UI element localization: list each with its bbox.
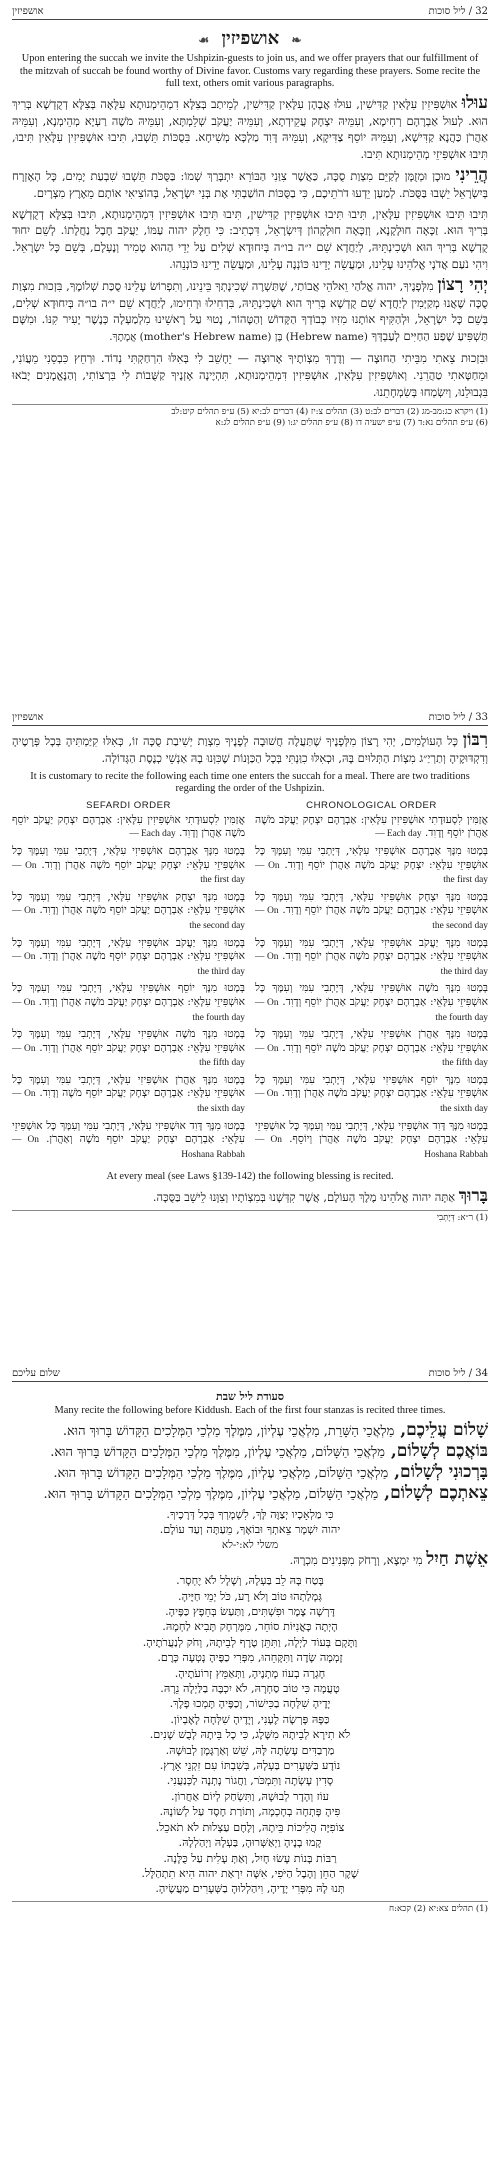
- day-text: אֲזַמִּין לִסְעוּדָתִי אוּשְׁפִּיזִין עִלָּאִין: אַבְרָהָם יִצְחָק יַעֲקֹב יוֹסֵף מֹשֶׁה אַהֲרֹן וְדָוִד.: [12, 813, 245, 840]
- instruction-text: Upon entering the succah we invite the Ushpizin-guests to join us, and we offer prayers that our fulfillment of the mitzvah of succah be found worthy of Divine favor. Customs vary regarding these prayers. Some recite the full text, others omit various paragraphs.: [19, 53, 481, 90]
- verse: כִּי מַלְאָכָיו יְצַוֶּה לָּךְ, לִשְׁמָרְךָ בְּכָל דְּרָכֶיךָ.: [166, 1507, 334, 1521]
- footnotes: (1) תהלים צא:יא (2) קכא:ח: [12, 1901, 488, 1915]
- paragraph-tivu: תִּיבוּ תִּיבוּ אוּשְׁפִּיזִין עִלָּאִין, תִּיבוּ תִּיבוּ אוּשְׁפִּיזִין קַדִּישִׁין, תִּיבוּ תִּיבוּ אוּשְׁפִּיזִין דִּמְהֵימְנוּתָא, תִּיבוּ בְּצִלָּא דְקֻדְשָׁא בְּרִיךְ הוּא. זַכָּאָה חוּלָקָנָא, וְזַכָּאָה חוּלָקְהוֹן דְּיִשְׂרָאֵל, דִּכְתִיב: כִּי חֵלֶק יהוה עַמּוֹ, יַעֲקֹב חֶבֶל נַחֲלָתוֹ. לְשֵׁם יִחוּד קֻדְשָׁא בְּרִיךְ הוּא וּשְׁכִינְתֵּיהּ, לְיַחֲדָא שֵׁם י״ה בו״ה בְּיִחוּדָא שְׁלִים עַל יְדֵי הַהוּא טָמִיר וְנֶעְלָם, בְּשֵׁם כָּל יִשְׂרָאֵל. וִיהִי נֹעַם אֲדֹנָי אֱלֹהֵינוּ עָלֵינוּ, וּמַעֲשֵׂה יָדֵינוּ כּוֹנְנָה עָלֵינוּ, וּמַעֲשֵׂה יָדֵינוּ כּוֹנְנֵהוּ.: [12, 206, 488, 271]
- poem-line: כַּפָּהּ פָּרְשָׂה לֶעָנִי, וְיָדֶיהָ שִׁלְּחָה לָאֶבְיוֹן.: [170, 1712, 330, 1726]
- paragraph-olu: [12, 92, 488, 163]
- ushpizin-day: [255, 1074, 488, 1117]
- instruction-text: It is customary to recite the following each time one enters the succah for a meal. There are two traditions regarding the order of the Ushpizin.: [30, 770, 470, 795]
- stanza: [12, 1461, 488, 1482]
- footnote-line: (1) ויקרא כג:מב-מג (2) דברים לב:ט (3) תהלים צ:יז (4) דברים לב:יא (5) ע״פ תהלים קיט:לב: [171, 407, 488, 418]
- ushpizin-columns: [12, 800, 488, 1166]
- sefardi-list: [12, 814, 245, 1163]
- day-text: בְּמָטוּ מִנָּךְ דָּוִד אוּשְׁפִּיזִי עִלָּאִי, דְּיָתְבִי עִמִּי וְעִמָּךְ כָּל אוּשְׁפִּיזֵי עִלָּאֵי: אַבְרָהָם יִצְחָק יַעֲקֹב יוֹסֵף מֹשֶׁה וְאַהֲרֹן.: [12, 1119, 245, 1146]
- ushpizin-day: [255, 937, 488, 980]
- paragraph-ribon: [12, 732, 488, 767]
- page-header: [12, 6, 488, 20]
- day-text: בְּמָטוּ מִנָּךְ יַעֲקֹב אוּשְׁפִּיזִי עִלָּאִי, דְּיָתְבִי עִמִּי וְעִמָּךְ כָּל אוּשְׁפִּיזֵי עִלָּאֵי: אַבְרָהָם יִצְחָק מֹשֶׁה אַהֲרֹן יוֹסֵף וְדָוִד.: [255, 936, 488, 963]
- poem-line: מַרְבַדִּים עָשְׂתָה לָּהּ, שֵׁשׁ וְאַרְגָּמָן לְבוּשָׁהּ.: [165, 1743, 335, 1757]
- day-label: — On the second day: [12, 906, 245, 931]
- section-title-text: אושפיזין: [221, 28, 280, 49]
- verse: יהוה יִשְׁמָר צֵאתְךָ וּבוֹאֶךָ, מֵעַתָּה וְעַד עוֹלָם.: [159, 1523, 341, 1536]
- name-placeholder: (Hebrew name) בֶּן (mother's Hebrew name) אֲמָתֶךָ.: [109, 331, 368, 344]
- poem-line: קָמוּ בָנֶיהָ וַיְאַשְּׁרוּהָ, בַּעְלָהּ וַיְהַלְלָהּ.: [178, 1836, 322, 1850]
- day-text: בְּמָטוּ מִנָּךְ מֹשֶׁה אוּשְׁפִּיזִי עִלָּאִי, דְּיָתְבִי עִמִּי וְעִמָּךְ כָּל אוּשְׁפִּיזֵי עִלָּאֵי: אַבְרָהָם יִצְחָק יַעֲקֹב יוֹסֵף אַהֲרֹן וְדָוִד.: [12, 1028, 245, 1054]
- day-text: בְּמָטוּ מִנָּךְ יוֹסֵף אוּשְׁפִּיזִי עִלָּאִי, דְּיָתְבִי עִמִּי וְעִמָּךְ כָּל אוּשְׁפִּיזֵי עִלָּאֵי: אַבְרָהָם יִצְחָק יַעֲקֹב מֹשֶׁה אַהֲרֹן וְדָוִד.: [12, 982, 245, 1008]
- day-text: בְּמָטוּ מִנָּךְ יִצְחָק אוּשְׁפִּיזִי עִלָּאִי, דְּיָתְבִי עִמִּי וְעִמָּךְ כָּל אוּשְׁפִּיזֵי עִלָּאֵי: אַבְרָהָם יַעֲקֹב יוֹסֵף מֹשֶׁה אַהֲרֹן וְדָוִד.: [12, 890, 245, 917]
- ushpizin-day: [12, 814, 245, 842]
- running-head: אושפיזין: [12, 712, 44, 723]
- day-label: — On the fifth day: [255, 1043, 488, 1069]
- poem-line: צוֹפִיָּה הֲלִיכוֹת בֵּיתָהּ, וְלֶחֶם עַצְלוּת לֹא תֹאכֵל.: [155, 1820, 345, 1834]
- ornament-icon: ❧: [291, 33, 302, 47]
- ushpizin-day: [12, 937, 245, 980]
- footnotes: [12, 404, 488, 429]
- poem-line: סָדִין עָשְׂתָה וַתִּמְכֹּר, וַחֲגוֹר נָתְנָה לַכְּנַעֲנִי.: [166, 1774, 334, 1788]
- day-label: — On the third day: [255, 952, 488, 977]
- poem-line: הָיְתָה כָּאֳנִיּוֹת סוֹחֵר, מִמֶּרְחָק תָּבִיא לַחְמָהּ.: [162, 1620, 338, 1634]
- day-text: אֲזַמִּין לִסְעוּדָתִי אוּשְׁפִּיזִין עִלָּאִין: אַבְרָהָם יִצְחָק יַעֲקֹב מֹשֶׁה אַהֲרֹן יוֹסֵף וְדָוִד.: [255, 813, 488, 840]
- paragraph-body: מִלְּפָנֶיךָ, יהוה אֱלֹהַי וֵאלֹהֵי אֲבוֹתַי, שֶׁתַּשְׁרֶה שְׁכִינָתְךָ בֵּינֵינוּ, וְתִפְרוֹשׂ עָלֵינוּ סֻכַּת שְׁלוֹמֶךָ, בִּזְכוּת מִצְוַת סֻכָּה שֶׁאֲנוּ מְקַיְּמִין לְיַחֲדָא שֵׁם קֻדְשָׁא בְּרִיךְ הוּא וּשְׁכִינְתֵּיהּ, בִּדְחִילוּ וּרְחִימוּ, לְיַחֲדָא שֵׁם י״ה בו״ה בְּיִחוּדָא שְׁלִים, בְּשֵׁם כָּל יִשְׂרָאֵל, וּלְהַקִּיף אוֹתָנוּ מִזִּיו כְּבוֹדְךָ הַקָּדוֹשׁ וְהַטָּהוֹר, נָטוּי עַל רָאשֵׁינוּ מִלְמַעְלָה כְּנֶשֶׁר יָעִיר קִנּוֹ. וּמִשָּׁם תַּשְׁפִּיעַ שֶׁפַע הַחַיִּים לְעַבְדְּךָ: [12, 278, 488, 344]
- poem-line: דָּרְשָׁה צֶמֶר וּפִשְׁתִּים, וַתַּעַשׂ בְּחֵפֶץ כַּפֶּיהָ.: [165, 1605, 335, 1619]
- page-label: 32 / ליל סוכות: [428, 6, 488, 17]
- stanza-text: מַלְאֲכֵי הַשָּׁלוֹם, מַלְאֲכֵי עֶלְיוֹן, מִמֶּלֶךְ מַלְכֵי הַמְּלָכִים הַקָּדוֹשׁ בָּרוּךְ הוּא.: [43, 1486, 379, 1502]
- paragraph-lead-word: בָּרוּךְ: [458, 1186, 488, 1207]
- day-text: בְּמָטוּ מִנָּךְ יוֹסֵף אוּשְׁפִּיזִי עִלָּאִי, דְּיָתְבִי עִמִּי וְעִמָּךְ כָּל אוּשְׁפִּיזֵי עִלָּאֵי: אַבְרָהָם יִצְחָק יַעֲקֹב מֹשֶׁה אַהֲרֹן וְדָוִד.: [255, 1073, 488, 1100]
- day-label: — On the second day: [255, 906, 488, 931]
- column-header: CHRONOLOGICAL ORDER: [306, 799, 437, 811]
- page-32: [0, 6, 500, 696]
- stanza: [12, 1482, 488, 1503]
- chrono-list: [255, 814, 488, 1163]
- day-label: — On the first day: [255, 860, 488, 886]
- running-head: אושפיזין: [12, 6, 44, 17]
- page-header: [12, 712, 488, 726]
- paragraph-continuation: וּבִזְכוּת צֵאתִי מִבֵּיתִי הַחוּצָה — וְדֶרֶךְ מִצְוֹתֶיךָ אָרוּצָה — יֵחָשֵׁב לִי בְּאִלּוּ הִרְחַקְתִּי נְדוֹד. וּרְחֵץ כִּבְסֵנִי מֵעֲוֹנִי, וּמֵחַטָּאתִי טַהֲרֵנִי. וְאוּשְׁפִּיזִין עִלָּאִין, אוּשְׁפִּיזִין דִּמְהֵימְנוּתָא, תִּהְיֶינָה אָזְנֶיךָ קַשֻּׁבוֹת לִי בִּרְצוֹתִי, וְהַנֶּאֱמָנִים יָבֹאוּ בִּגְבוּלֵנוּ, וְיִשְׂמְחוּ בְּשִׂמְחָתֵנוּ.: [12, 350, 488, 399]
- day-label: — Each day: [129, 829, 176, 840]
- poem-line: שֶׁקֶר הַחֵן וְהֶבֶל הַיֹּפִי, אִשָּׁה יִרְאַת יהוה הִיא תִתְהַלָּל.: [141, 1866, 359, 1880]
- day-label: — On the sixth day: [12, 1089, 245, 1115]
- stanza-lead: בּוֹאֲכֶם לְשָׁלוֹם,: [384, 1440, 488, 1461]
- page-34: [0, 1368, 500, 2154]
- ushpizin-day: [12, 1120, 245, 1163]
- paragraph-lead-word: עוּלוּ: [461, 92, 488, 113]
- paragraph-body: כָּל הָעוֹלָמִים, יְהִי רָצוֹן מִלְּפָנֶיךָ שֶׁתַּעֲלֶה חֲשׁוּבָה לְפָנֶיךָ מִצְוַת יְשִׁיבַת סֻכָּה זוֹ, כְּאִלּוּ קִיַּמְתִּיהָ בְּכָל פְּרָטֶיהָ וְדִקְדּוּקֶיהָ וְתַרְיַ״ג מִצְוֹת הַתְּלוּיִם בָּהּ, וּכְאִלּוּ כִוַּנְתִּי בְּכָל הַכַּוָּנוֹת שֶׁכִּוְּנוּ בָהּ אַנְשֵׁי כְנֶסֶת הַגְּדוֹלָה.: [12, 734, 488, 765]
- stanza: [12, 1419, 488, 1440]
- poem-line: זָמְמָה שָׂדֶה וַתִּקָּחֵהוּ, מִפְּרִי כַפֶּיהָ נָטְעָה כָּרֶם.: [157, 1651, 343, 1665]
- day-label: — On the sixth day: [255, 1089, 488, 1115]
- day-label: — On the fourth day: [12, 997, 245, 1023]
- ushpizin-day: [12, 1074, 245, 1117]
- paragraph-yehi-ratzon: [12, 274, 488, 346]
- ushpizin-day: [12, 982, 245, 1025]
- day-text: בְּמָטוּ מִנָּךְ אַהֲרֹן אוּשְׁפִּיזִי עִלָּאִי, דְּיָתְבִי עִמִּי וְעִמָּךְ כָּל אוּשְׁפִּיזֵי עִלָּאֵי: אַבְרָהָם יִצְחָק יַעֲקֹב יוֹסֵף מֹשֶׁה וְדָוִד.: [12, 1073, 245, 1100]
- poem-line: תְּנוּ לָהּ מִפְּרִי יָדֶיהָ, וִיהַלְלוּהָ בַשְּׁעָרִים מַעֲשֶׂיהָ.: [155, 1882, 345, 1896]
- stanza: [12, 1440, 488, 1461]
- chrono-column: [255, 800, 488, 1166]
- day-label: — On Hoshana Rabbah: [255, 1135, 488, 1160]
- day-text: בְּמָטוּ מִנָּךְ דָּוִד אוּשְׁפִּיזִי עִלָּאִי, דְּיָתְבִי עִמִּי וְעִמָּךְ כָּל אוּשְׁפִּיזֵי עִלָּאֵי: אַבְרָהָם יִצְחָק יַעֲקֹב מֹשֶׁה אַהֲרֹן וְיוֹסֵף.: [255, 1119, 488, 1146]
- paragraph-lead-word: רִבּוֹן: [462, 730, 488, 750]
- page-label: 33 / ליל סוכות: [428, 712, 488, 723]
- day-label: — Each day: [375, 829, 422, 840]
- day-text: בְּמָטוּ מִנָּךְ יַעֲקֹב אוּשְׁפִּיזִי עִלָּאִי, דְּיָתְבִי עִמִּי וְעִמָּךְ כָּל אוּשְׁפִּיזֵי עִלָּאֵי: אַבְרָהָם יִצְחָק יוֹסֵף מֹשֶׁה אַהֲרֹן וְדָוִד.: [12, 936, 245, 963]
- page-header: [12, 1368, 488, 1382]
- instruction-text: Many recite the following before Kiddush. Each of the first four stanzas is recited three times.: [54, 1405, 446, 1416]
- day-text: בְּמָטוּ מִנָּךְ אַבְרָהָם אוּשְׁפִּיזִי עִלָּאִי, דְּיָתְבִי עִמִּי וְעִמָּךְ כָּל אוּשְׁפִּיזֵי עִלָּאֵי: יִצְחָק יַעֲקֹב יוֹסֵף מֹשֶׁה אַהֲרֹן וְדָוִד.: [12, 844, 245, 871]
- day-text: בְּמָטוּ מִנָּךְ מֹשֶׁה אוּשְׁפִּיזִי עִלָּאִי, דְּיָתְבִי עִמִּי וְעִמָּךְ כָּל אוּשְׁפִּיזֵי עִלָּאֵי: אַבְרָהָם יִצְחָק יַעֲקֹב אַהֲרֹן יוֹסֵף וְדָוִד.: [255, 982, 488, 1008]
- ornament-icon: ☙: [198, 33, 210, 47]
- ushpizin-day: [255, 1120, 488, 1163]
- ushpizin-day: [255, 982, 488, 1025]
- blessing: [12, 1188, 488, 1206]
- ushpizin-day: [255, 814, 488, 842]
- poem-line: יָדֶיהָ שִׁלְּחָה בַכִּישׁוֹר, וְכַפֶּיהָ תָּמְכוּ פָלֶךְ.: [169, 1697, 331, 1711]
- day-label: — On the fifth day: [12, 1043, 245, 1069]
- poem-line: רַבּוֹת בָּנוֹת עָשׂוּ חָיִל, וְאַתְּ עָלִית עַל כֻּלָּנָה.: [163, 1851, 337, 1865]
- poem-line: גְּמָלַתְהוּ טוֹב וְלֹא רָע, כֹּל יְמֵי חַיֶּיהָ.: [178, 1589, 322, 1603]
- day-text: בְּמָטוּ מִנָּךְ יִצְחָק אוּשְׁפִּיזִי עִלָּאִי, דְּיָתְבִי עִמִּי וְעִמָּךְ כָּל אוּשְׁפִּיזֵי עִלָּאֵי: אַבְרָהָם יַעֲקֹב מֹשֶׁה אַהֲרֹן יוֹסֵף וְדָוִד.: [255, 890, 488, 917]
- paragraph-lead-word: יְהִי רָצוֹן: [437, 274, 488, 295]
- ushpizin-day: [12, 845, 245, 888]
- stanza-lead: צֵאתְכֶם לְשָׁלוֹם,: [378, 1482, 488, 1503]
- poem-line: בָּטַח בָּהּ לֵב בַּעְלָהּ, וְשָׁלָל לֹא יֶחְסָר.: [176, 1574, 324, 1588]
- section-title: [12, 28, 488, 49]
- ushpizin-day: [255, 891, 488, 934]
- day-label: — On the first day: [12, 860, 245, 886]
- section-title: סעודת ליל שבת: [216, 1390, 284, 1403]
- source-label: משלי לא:י-לא: [221, 1539, 279, 1552]
- paragraph-lead-word: הֲרֵינִי: [455, 164, 488, 185]
- poem-line: חָגְרָה בְעוֹז מָתְנֶיהָ, וַתְּאַמֵּץ זְרוֹעֹתֶיהָ.: [174, 1666, 326, 1680]
- paragraph-body: אוּשְׁפִּיזִין עִלָּאִין קַדִּישִׁין, עוּלוּ אֲבָהָן עִלָּאִין קַדִּישִׁין, לְמֵיתַב בְּצִלָּא דִמְהֵימְנוּתָא עִלָּאָה בְּצִלָּא דְקֻדְשָׁא בְּרִיךְ הוּא. לְעוּל אַבְרָהָם רְחִימָא, וְעִמֵּיהּ יִצְחָק עֲקֵידְתָא, וְעִמֵּיהּ יַעֲקֹב שְׁלֵמְתָּא, וְעִמֵּיהּ מֹשֶׁה רַעְיָא מְהֵימְנָא, וְעִמֵּיהּ אַהֲרֹן כַּהֲנָא קַדִּישָׁא, וְעִמֵּיהּ יוֹסֵף צַדִּיקָא, וְעִמֵּיהּ דָּוִד מַלְכָּא מְשִׁיחָא. בִּסֻכּוֹת תֵּשְׁבוּ, תִּיבוּ אוּשְׁפִּיזִין עִלָּאִין תִּיבוּ, תִּיבוּ אוּשְׁפִּיזֵי מְהֵימְנוּתָא תִּיבוּ.: [12, 96, 488, 162]
- day-text: בְּמָטוּ מִנָּךְ אַבְרָהָם אוּשְׁפִּיזִי עִלָּאִי, דְּיָתְבִי עִמִּי וְעִמָּךְ כָּל אוּשְׁפִּיזֵי עִלָּאֵי: יִצְחָק יַעֲקֹב מֹשֶׁה אַהֲרֹן יוֹסֵף וְדָוִד.: [255, 844, 488, 871]
- paragraph-lead-word: אֵשֶׁת חַיִל: [426, 1549, 488, 1570]
- meal-instruction: At every meal (see Laws §139-142) the following blessing is recited.: [106, 1171, 394, 1183]
- page-33: [0, 712, 500, 1352]
- day-label: — On the fourth day: [255, 997, 488, 1023]
- stanza-lead: שָׁלוֹם עֲלֵיכֶם,: [394, 1419, 488, 1440]
- day-label: — On Hoshana Rabbah: [12, 1135, 245, 1160]
- running-head: שלום עליכם: [12, 1368, 60, 1379]
- poem-line: פִּיהָ פָּתְחָה בְחָכְמָה, וְתוֹרַת חֶסֶד עַל לְשׁוֹנָהּ.: [159, 1805, 341, 1819]
- poem-line: עוֹז וְהָדָר לְבוּשָׁהּ, וַתִּשְׂחַק לְיוֹם אַחֲרוֹן.: [171, 1789, 329, 1803]
- ushpizin-day: [255, 845, 488, 888]
- ushpizin-day: [12, 1028, 245, 1071]
- eshet-chayil-opening: [12, 1551, 488, 1569]
- stanza-list: [12, 1419, 488, 1503]
- day-label: — On the third day: [12, 952, 245, 977]
- poem-line: טָעֲמָה כִּי טוֹב סַחְרָהּ, לֹא יִכְבֶּה בַלַּיְלָה נֵרָהּ.: [160, 1682, 340, 1696]
- stanza-text: מַלְאֲכֵי הַשָּׁרֵת, מַלְאֲכֵי עֶלְיוֹן, מִמֶּלֶךְ מַלְכֵי הַמְּלָכִים הַקָּדוֹשׁ בָּרוּךְ הוּא.: [62, 1423, 395, 1439]
- paragraph-body: מוּכָן וּמְזֻמָּן לְקַיֵּם מִצְוַת סֻכָּה, כַּאֲשֶׁר צִוַּנִי הַבּוֹרֵא יִתְבָּרַךְ שְׁמוֹ: בַּסֻּכֹּת תֵּשְׁבוּ שִׁבְעַת יָמִים, כָּל הָאֶזְרָח בְּיִשְׂרָאֵל יֵשְׁבוּ בַּסֻּכֹּת. לְמַעַן יֵדְעוּ דֹרֹתֵיכֶם, כִּי בַסֻּכּוֹת הוֹשַׁבְתִּי אֶת בְּנֵי יִשְׂרָאֵל, בְּהוֹצִיאִי אוֹתָם מֵאֶרֶץ מִצְרָיִם.: [12, 168, 488, 200]
- poem-line: וַתָּקָם בְּעוֹד לַיְלָה, וַתִּתֵּן טֶרֶף לְבֵיתָהּ, וְחֹק לְנַעֲרֹתֶיהָ.: [142, 1635, 358, 1649]
- poem-list: [12, 1573, 488, 1897]
- poem-line: לֹא תִירָא לְבֵיתָהּ מִשָּׁלֶג, כִּי כָל בֵּיתָהּ לָבֻשׁ שָׁנִים.: [149, 1728, 351, 1742]
- stanza-lead: בָּרְכוּנִי לְשָׁלוֹם,: [388, 1461, 488, 1482]
- ushpizin-day: [255, 1028, 488, 1071]
- poem-line: מִי יִמְצָא, וְרָחֹק מִפְּנִינִים מִכְרָהּ.: [289, 1553, 423, 1568]
- poem-line: נוֹדָע בַּשְּׁעָרִים בַּעְלָהּ, בְּשִׁבְתּוֹ עִם זִקְנֵי אָרֶץ.: [159, 1759, 341, 1773]
- column-header: SEFARDI ORDER: [86, 799, 171, 811]
- blessing-text: אַתָּה יהוה אֱלֹהֵינוּ מֶלֶךְ הָעוֹלָם, אֲשֶׁר קִדְּשָׁנוּ בְּמִצְוֹתָיו וְצִוָּנוּ לֵישֵׁב בַּסֻּכָּה.: [152, 1190, 456, 1205]
- footnote-line: (6) ע״פ תהלים נא:ד (7) ע״פ ישעיה דו (8) ע״פ תהלים יג:ו (9) ע״פ תהלים לג:א: [215, 418, 488, 429]
- day-text: בְּמָטוּ מִנָּךְ אַהֲרֹן אוּשְׁפִּיזִי עִלָּאִי, דְּיָתְבִי עִמִּי וְעִמָּךְ כָּל אוּשְׁפִּיזֵי עִלָּאֵי: אַבְרָהָם יִצְחָק יַעֲקֹב מֹשֶׁה יוֹסֵף וְדָוִד.: [255, 1028, 488, 1054]
- ushpizin-day: [12, 891, 245, 934]
- footnotes: (1) ר״א: דְּיָתְבִי: [12, 1210, 488, 1224]
- sefardi-column: [12, 800, 245, 1166]
- stanza-text: מַלְאֲכֵי הַשָּׁלוֹם, מַלְאֲכֵי עֶלְיוֹן, מִמֶּלֶךְ מַלְכֵי הַמְּלָכִים הַקָּדוֹשׁ בָּרוּךְ הוּא.: [53, 1465, 389, 1481]
- stanza-text: מַלְאֲכֵי הַשָּׁלוֹם, מַלְאֲכֵי עֶלְיוֹן, מִמֶּלֶךְ מַלְכֵי הַמְּלָכִים הַקָּדוֹשׁ בָּרוּךְ הוּא.: [50, 1444, 385, 1460]
- page-label: 34 / ליל סוכות: [428, 1368, 488, 1379]
- paragraph-hareini: [12, 164, 488, 202]
